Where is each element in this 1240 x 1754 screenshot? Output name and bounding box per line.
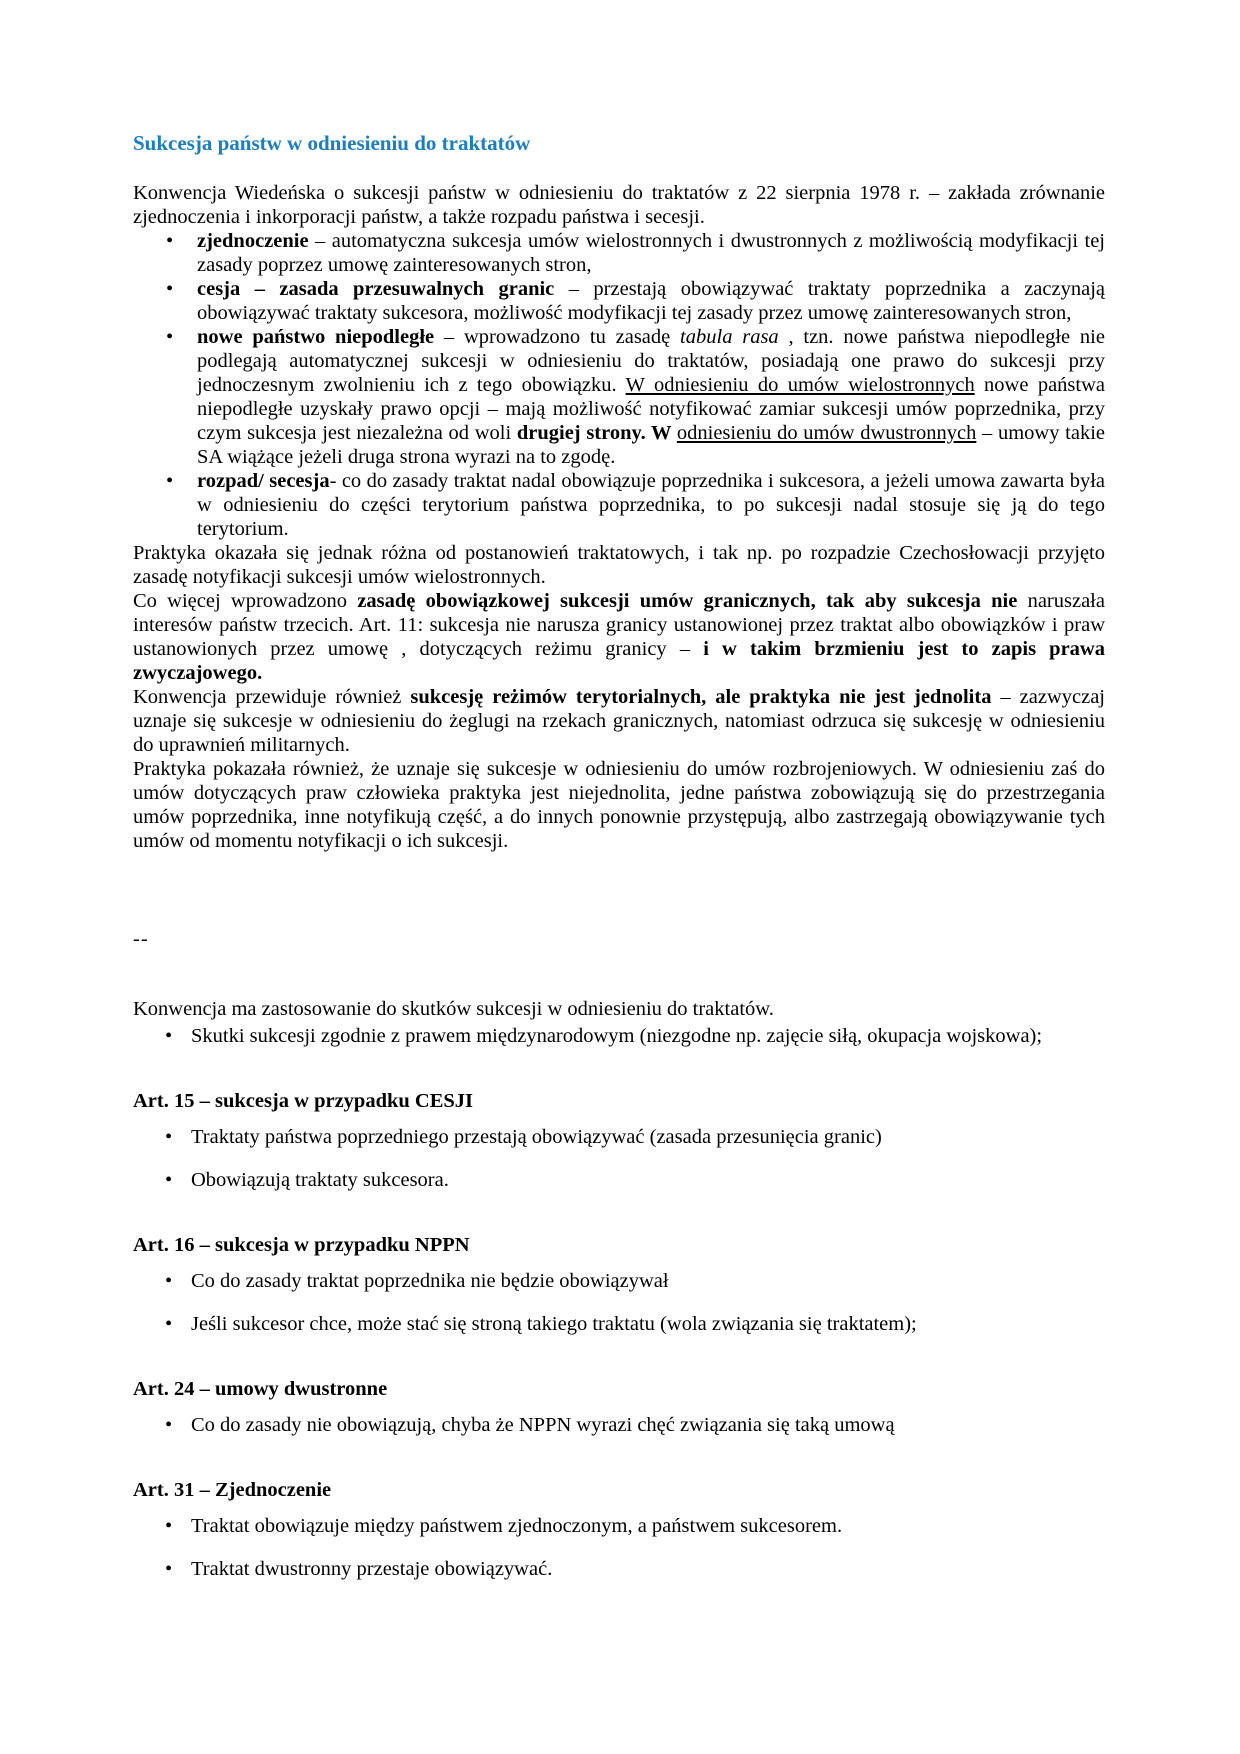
- bullet-item: [133, 1511, 1105, 1541]
- paragraph: [133, 181, 1105, 229]
- text-run: Co do zasady traktat poprzednika nie będzie obowiązywał: [191, 1270, 669, 1292]
- section-heading: [133, 1233, 1105, 1257]
- bullet-item: [133, 1266, 1105, 1296]
- separator: [133, 927, 1105, 951]
- text-run: W odniesieniu do umów wielostronnych: [625, 374, 975, 396]
- text-run: nowe państwa niepodległe uzyskały prawo opcji – mają możliwość notyfikować zamiar sukcesji umów poprzednika, przy czym sukcesja jest niezależna od woli: [197, 374, 1105, 444]
- text-run: Traktat dwustronny przestaje obowiązywać.: [191, 1558, 553, 1580]
- text-run: zasadę obowiązkowej sukcesji umów granicznych, tak aby sukcesja nie: [357, 590, 1018, 612]
- text-run: nowe państwo niepodległe: [197, 326, 435, 348]
- text-run: Praktyka okazała się jednak różna od postanowień traktatowych, i tak np. po rozpadzie Czechosłowacji przyjęto zasadę notyfikacji sukcesji umów wielostronnych.: [133, 542, 1105, 588]
- text-run: odniesieniu do umów dwustronnych: [676, 422, 977, 444]
- paragraph: [133, 541, 1105, 589]
- bullet-list: [133, 1266, 1105, 1339]
- text-run: Art. 24 – umowy dwustronne: [133, 1378, 388, 1400]
- bullet-list: [133, 1122, 1105, 1195]
- text-run: , tzn. nowe państwa niepodległe nie podlegają automatycznej sukcesji w odniesieniu do traktatów, posiadają one prawo do sukcesji przy jednoczesnym zwolnieniu ich z tego obowiązku.: [197, 326, 1105, 396]
- paragraph: [133, 757, 1105, 853]
- bullet-item: [133, 469, 1105, 541]
- bullet-item: [133, 1554, 1105, 1584]
- section-heading: [133, 1089, 1105, 1113]
- document-title: Sukcesja państw w odniesieniu do traktatów: [133, 131, 531, 155]
- bullet-item: [133, 325, 1105, 469]
- bullet-list: [133, 1021, 1105, 1051]
- text-run: – zazwyczaj uznaje się sukcesje w odniesieniu do żeglugi na rzekach granicznych, natomiast odrzuca się sukcesję w odniesieniu do uprawnień militarnych.: [133, 686, 1106, 756]
- text-run: drugiej strony. W: [516, 422, 677, 444]
- text-run: zjednoczenie: [197, 230, 309, 252]
- bullet-item: [133, 277, 1105, 325]
- text-run: Art. 31 – Zjednoczenie: [133, 1479, 332, 1501]
- bullet-item: [133, 1165, 1105, 1195]
- text-run: Konwencja Wiedeńska o sukcesji państw w odniesieniu do traktatów z 22 sierpnia 1978 r. – zakłada zrównanie zjednoczenia i inkorporacji państw, a także rozpadu państwa i secesji.: [133, 182, 1105, 228]
- text-run: Konwencja przewiduje również: [133, 686, 411, 708]
- text-run: i w takim brzmieniu jest to zapis prawa zwyczajowego.: [133, 638, 1105, 684]
- section-heading: [133, 1478, 1105, 1502]
- text-run: – przestają obowiązywać traktaty poprzednika a zaczynają obowiązywać traktaty sukcesora, możliwość modyfikacji tej zasady przez umowę zainteresowanych stron,: [197, 278, 1105, 324]
- bullet-item: [133, 1021, 1105, 1051]
- text-run: tabula rasa: [680, 326, 779, 348]
- bullet-item: [133, 1122, 1105, 1152]
- section-heading: [133, 1377, 1105, 1401]
- text-run: --: [133, 928, 149, 950]
- bullet-list: [133, 1511, 1105, 1584]
- text-run: Art. 15 – sukcesja w przypadku CESJI: [133, 1090, 474, 1112]
- paragraph: [133, 685, 1105, 757]
- text-run: - co do zasady traktat nadal obowiązuje poprzednika i sukcesora, a jeżeli umowa zawarta była w odniesieniu do części terytorium państwa poprzednika, to po sukcesji nadal stosuje się ją do tego terytorium.: [197, 470, 1105, 540]
- text-run: Konwencja ma zastosowanie do skutków sukcesji w odniesieniu do traktatów.: [133, 998, 774, 1020]
- text-run: Co do zasady nie obowiązują, chyba że NPPN wyrazi chęć związania się taką umową: [191, 1414, 895, 1436]
- text-run: – umowy takie SA wiążące jeżeli druga strona wyrazi na to zgodę.: [197, 422, 1105, 468]
- text-run: Skutki sukcesji zgodnie z prawem międzynarodowym (niezgodne np. zajęcie siłą, okupacja wojskowa);: [191, 1025, 1043, 1047]
- paragraph: [133, 589, 1105, 685]
- text-run: – automatyczna sukcesja umów wielostronnych i dwustronnych z możliwością modyfikacji tej zasady poprzez umowę zainteresowanych stron,: [197, 230, 1105, 276]
- text-run: Traktat obowiązuje między państwem zjednoczonym, a państwem sukcesorem.: [191, 1515, 843, 1537]
- text-run: rozpad/ secesja: [197, 470, 330, 492]
- paragraph: [133, 997, 1105, 1021]
- text-run: – wprowadzono tu zasadę: [434, 326, 681, 348]
- text-run: Obowiązują traktaty sukcesora.: [191, 1169, 449, 1191]
- text-run: Co więcej wprowadzono: [133, 590, 358, 612]
- bullet-item: [133, 1309, 1105, 1339]
- bullet-list: [133, 229, 1105, 541]
- text-run: Praktyka pokazała również, że uznaje się sukcesje w odniesieniu do umów rozbrojeniowych. W odniesieniu zaś do umów dotyczących praw człowieka praktyka jest niejednolita, jedne państwa zobowiązują się do przestrzegania umów poprzednika, inne notyfikują część, a do innych ponownie przystępują, albo zastrzegają obowiązywanie tych umów od momentu notyfikacji o ich sukcesji.: [133, 758, 1105, 852]
- text-run: naruszała interesów państw trzecich. Art. 11: sukcesja nie narusza granicy ustanowionej przez traktat albo obowiązków i praw ustanowionych przez umowę , dotyczących reżimu granicy –: [133, 590, 1105, 660]
- text-run: Jeśli sukcesor chce, może stać się stroną takiego traktatu (wola związania się traktatem);: [191, 1313, 917, 1335]
- bullet-item: [133, 1410, 1105, 1440]
- document-body: [133, 181, 1105, 1584]
- bullet-list: [133, 1410, 1105, 1440]
- text-run: Traktaty państwa poprzedniego przestają obowiązywać (zasada przesunięcia granic): [191, 1126, 882, 1148]
- text-run: cesja – zasada przesuwalnych granic: [197, 278, 555, 300]
- text-run: Art. 16 – sukcesja w przypadku NPPN: [133, 1234, 470, 1256]
- text-run: sukcesję reżimów terytorialnych, ale praktyka nie jest jednolita: [410, 686, 992, 708]
- bullet-item: [133, 229, 1105, 277]
